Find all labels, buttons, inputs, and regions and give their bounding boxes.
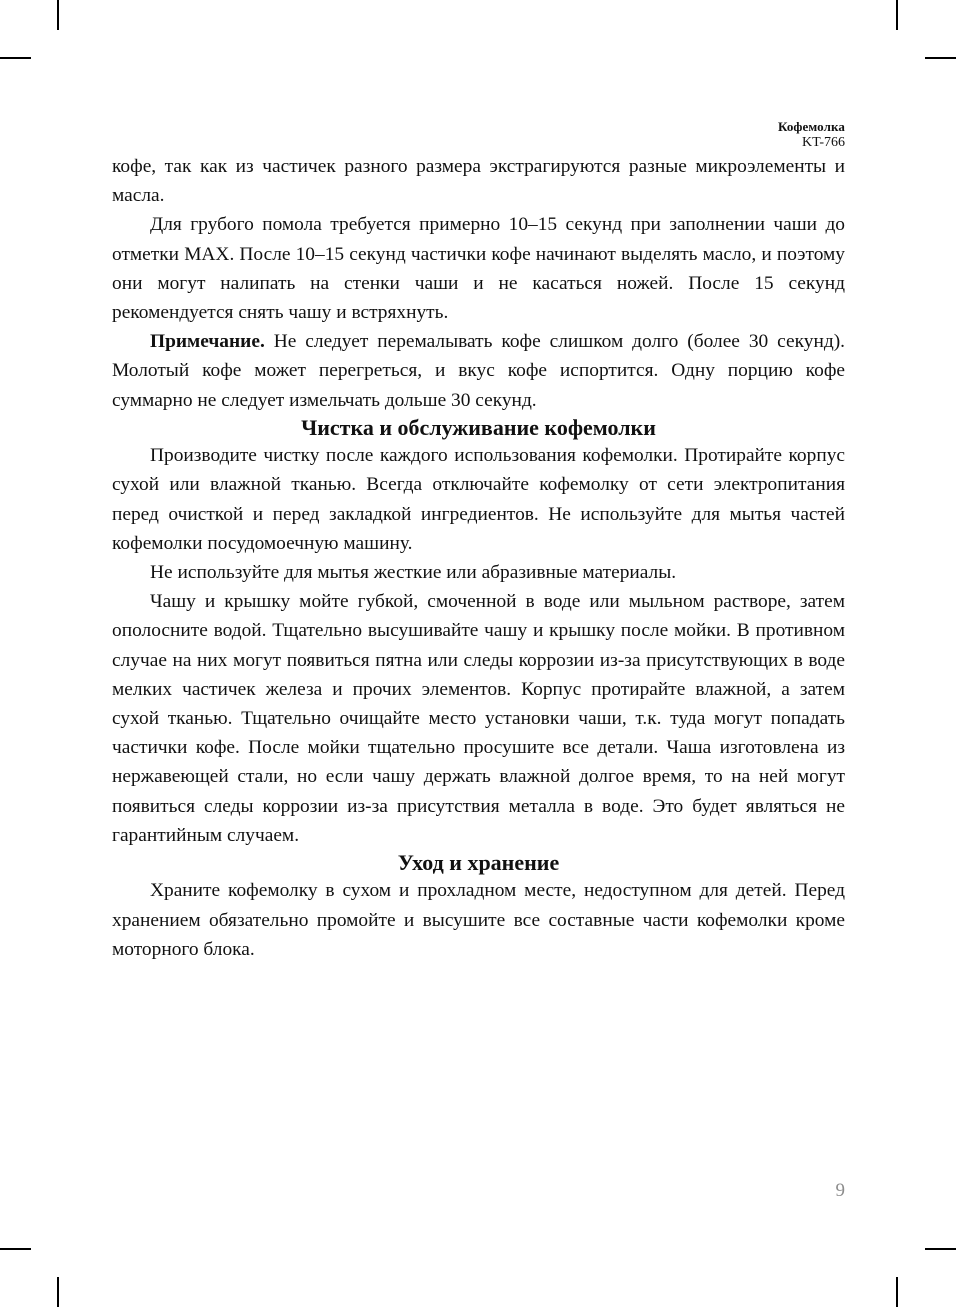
crop-mark-top-left-horizontal: [0, 57, 31, 59]
paragraph-coarse-grind: Для грубого помола требуется примерно 10–15 секунд при заполнении чаши до отметки MAX. После 10–15 секунд частички кофе начинают выделять масло, и поэтому они могут налипать на стенки чаши и не касаться ножей. После 15 секунд рекомендуется снять чашу и встряхнуть.: [112, 214, 845, 324]
paragraph-note: [112, 327, 845, 415]
running-head-product-name: Кофемолка: [777, 119, 845, 134]
note-text: Не следует перемалывать кофе слишком долго (более 30 секунд). Молотый кофе может перегреться, и вкус кофе испортится. Одну порцию кофе суммарно не следует измельчать дольше 30 секунд.: [112, 331, 845, 411]
paragraph-cleaning-3: Чашу и крышку мойте губкой, смоченной в воде или мыльном растворе, затем ополосните водой. Тщательно высушивайте чашу и крышку после мойки. В противном случае на них могут появиться пятна или следы коррозии из-за присутствующих в воде мелких частичек железа и прочих элементов. Корпус протирайте влажной, а затем сухой тканью. Тщательно очищайте место установки чаши, т.к. туда могут попадать частички кофе. После мойки тщательно просушите все детали. Чаша изготовлена из нержавеющей стали, но если чашу держать влажной долгое время, то на ней могут появиться следы коррозии из-за присутствия металла в воде. Это будет являться не гарантийным случаем.: [112, 591, 845, 846]
crop-mark-bottom-left-vertical: [57, 1277, 59, 1307]
crop-mark-bottom-right-horizontal: [925, 1248, 956, 1250]
note-label: Примечание.: [150, 331, 265, 353]
heading-care-and-storage: Уход и хранение: [397, 850, 560, 876]
crop-mark-bottom-right-vertical: [896, 1277, 898, 1307]
heading-cleaning-and-maintenance: Чистка и обслуживание кофемолки: [301, 414, 656, 440]
running-head-model-number: KT-766: [801, 134, 845, 150]
crop-mark-bottom-left-horizontal: [0, 1248, 31, 1250]
page-number: 9: [835, 1180, 845, 1201]
paragraph-continued: кофе, так как из частичек разного размера экстрагируются разные микроэлементы и масла.: [112, 156, 845, 207]
body-copy: [112, 152, 845, 964]
paragraph-cleaning-2: Не используйте для мытья жесткие или абразивные материалы.: [150, 562, 677, 584]
crop-mark-top-left-vertical: [57, 0, 59, 30]
paragraph-cleaning-1: Производите чистку после каждого использования кофемолки. Протирайте корпус сухой или влажной тканью. Всегда отключайте кофемолку от сети электропитания перед очисткой и перед закладкой ингредиентов. Не используйте для мытья частей кофемолки посудомоечную машину.: [112, 445, 845, 554]
page-content-area: [112, 0, 845, 1307]
paragraph-storage: Храните кофемолку в сухом и прохладном месте, недоступном для детей. Перед хранением обязательно промойте и высушите все составные части кофемолки кроме моторного блока.: [112, 880, 845, 960]
crop-mark-top-right-horizontal: [925, 57, 956, 59]
running-head: [778, 120, 845, 150]
crop-mark-top-right-vertical: [896, 0, 898, 30]
